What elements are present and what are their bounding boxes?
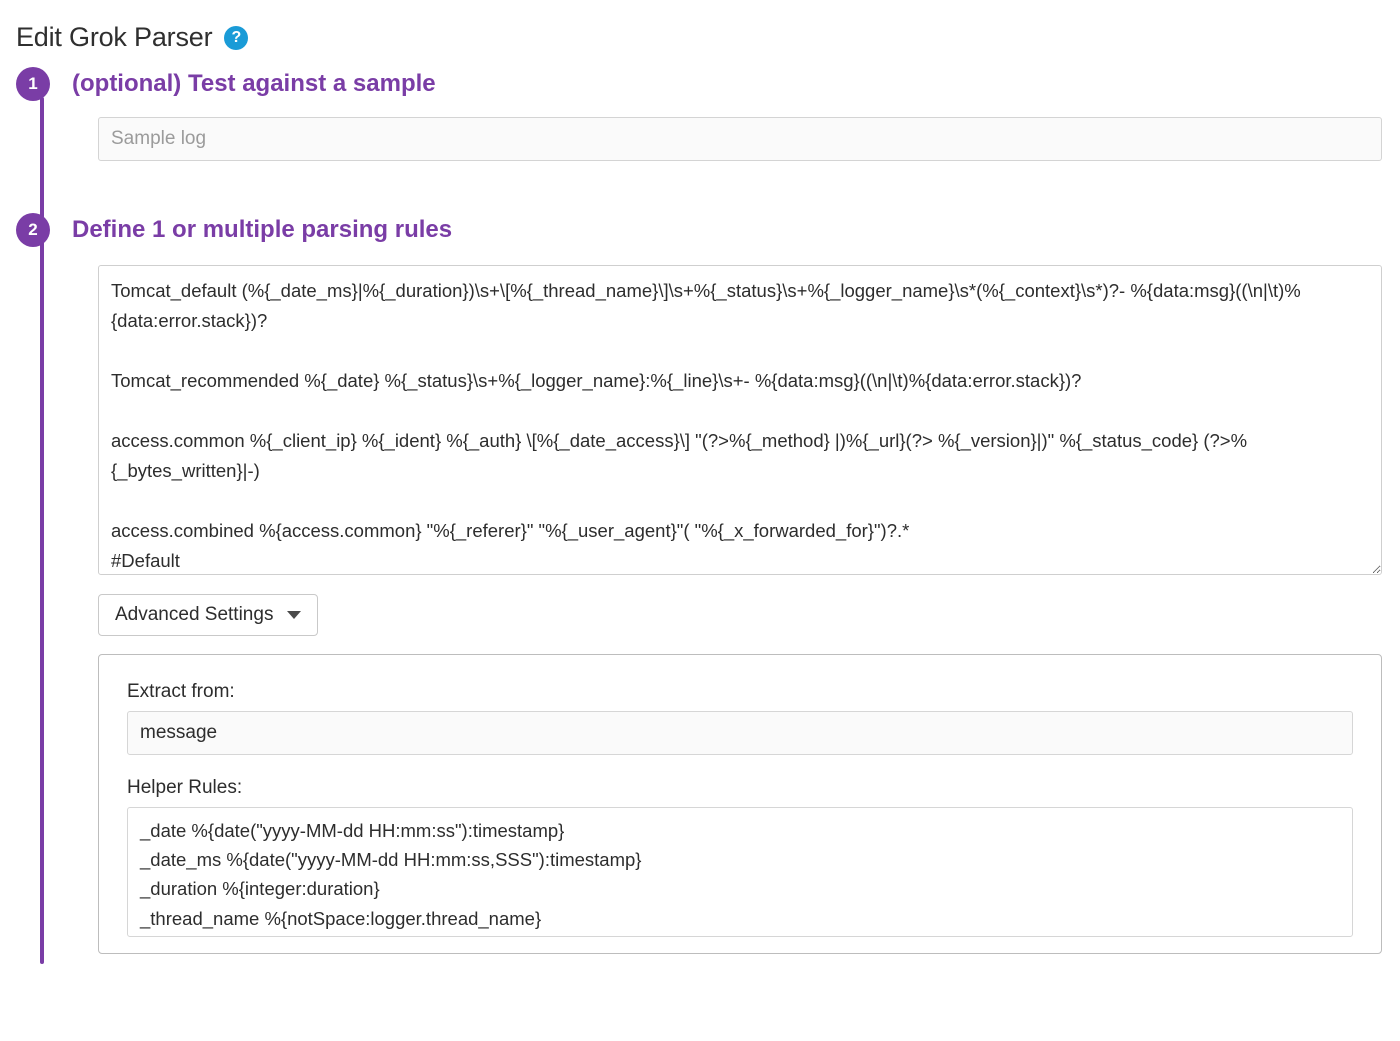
parsing-rules-textarea[interactable]	[98, 265, 1382, 575]
advanced-settings-label: Advanced Settings	[115, 604, 274, 625]
step-2-header	[16, 213, 1400, 247]
advanced-settings-button[interactable]	[98, 594, 318, 636]
extract-from-input[interactable]	[127, 711, 1353, 755]
chevron-down-icon	[287, 611, 301, 619]
question-mark-circle-icon[interactable]: ?	[224, 26, 248, 50]
step-2-bullet: 2	[16, 213, 50, 247]
extract-from-label: Extract from:	[127, 681, 235, 702]
step-1-body	[16, 101, 1400, 161]
advanced-settings-panel	[98, 654, 1382, 954]
step-1-title: (optional) Test against a sample	[72, 70, 436, 97]
helper-rules-label: Helper Rules:	[127, 777, 243, 798]
page-header	[0, 0, 1400, 53]
helper-rules-textarea[interactable]	[127, 807, 1353, 937]
steps-container	[0, 67, 1400, 954]
step-2-title: Define 1 or multiple parsing rules	[72, 216, 453, 243]
step-2-body	[16, 247, 1400, 954]
page-title: Edit Grok Parser	[16, 22, 213, 52]
step-1-bullet: 1	[16, 67, 50, 101]
step-1	[16, 67, 1400, 161]
sample-log-input[interactable]	[98, 117, 1382, 161]
step-2	[16, 213, 1400, 954]
step-1-header	[16, 67, 1400, 101]
